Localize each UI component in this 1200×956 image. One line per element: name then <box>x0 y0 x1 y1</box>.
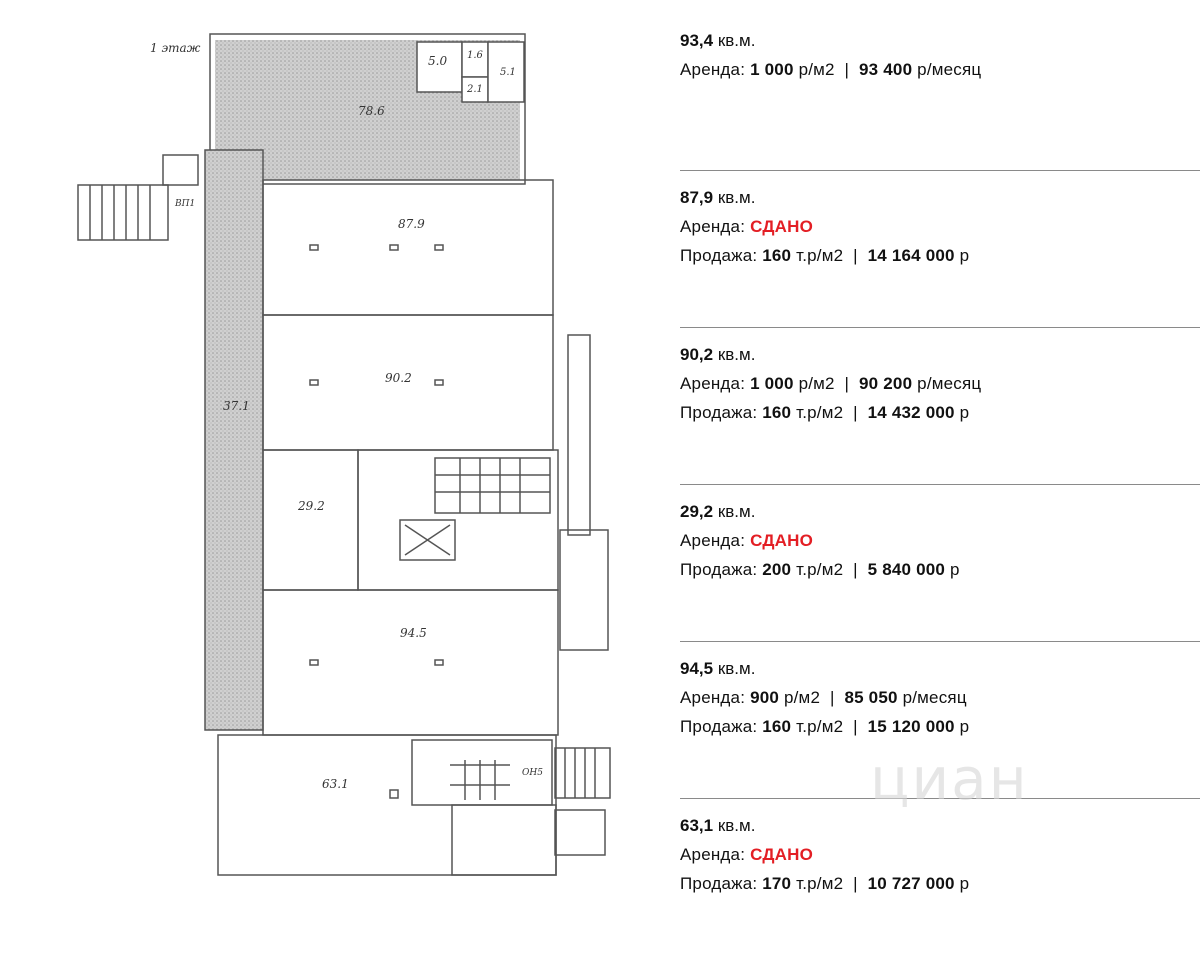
listings-panel <box>680 14 1200 956</box>
area-unit: кв.м. <box>717 345 756 364</box>
sale-line <box>680 555 1200 584</box>
room-label: 37.1 <box>223 399 250 413</box>
sale-rate: 200 <box>762 560 792 579</box>
area-value: 87,9 <box>680 188 714 207</box>
rent-status-badge: СДАНО <box>750 217 814 236</box>
sale-total: 14 164 000 <box>867 246 955 265</box>
separator: | <box>853 717 858 736</box>
sale-rate-unit: т.р/м2 <box>796 403 844 422</box>
rent-line <box>680 369 1200 398</box>
room-label: 5.1 <box>500 67 516 78</box>
sale-label: Продажа: <box>680 246 758 265</box>
sale-label: Продажа: <box>680 403 758 422</box>
rent-label: Аренда: <box>680 688 746 707</box>
room-label: 78.6 <box>358 104 385 118</box>
listing-card <box>680 26 1200 171</box>
room-label: 1.6 <box>467 50 483 61</box>
area-line <box>680 811 1200 840</box>
rent-line <box>680 55 1200 84</box>
divider <box>680 170 1200 171</box>
rent-label: Аренда: <box>680 60 746 79</box>
rent-rate: 900 <box>750 688 780 707</box>
area-unit: кв.м. <box>717 31 756 50</box>
area-line <box>680 497 1200 526</box>
divider <box>680 484 1200 485</box>
sale-line <box>680 712 1200 741</box>
sale-line <box>680 241 1200 270</box>
room-label: 90.2 <box>385 371 412 385</box>
rent-label: Аренда: <box>680 217 746 236</box>
plan-tag: ВП1 <box>175 199 196 209</box>
separator: | <box>853 874 858 893</box>
rent-status-badge: СДАНО <box>750 531 814 550</box>
rent-rate: 1 000 <box>750 60 794 79</box>
sale-rate-unit: т.р/м2 <box>796 874 844 893</box>
separator: | <box>853 403 858 422</box>
sale-rate-unit: т.р/м2 <box>796 560 844 579</box>
sale-total: 14 432 000 <box>867 403 955 422</box>
area-value: 90,2 <box>680 345 714 364</box>
sale-label: Продажа: <box>680 874 758 893</box>
area-unit: кв.м. <box>717 188 756 207</box>
sale-rate: 160 <box>762 717 792 736</box>
listing-card <box>680 497 1200 642</box>
rent-monthly: 85 050 <box>844 688 898 707</box>
area-line <box>680 654 1200 683</box>
floor-plan-drawing <box>60 20 620 880</box>
sale-label: Продажа: <box>680 717 758 736</box>
listing-card <box>680 811 1200 956</box>
area-unit: кв.м. <box>717 502 756 521</box>
separator: | <box>829 688 835 707</box>
rent-monthly: 90 200 <box>859 374 913 393</box>
sale-rate-unit: т.р/м2 <box>796 717 844 736</box>
separator: | <box>844 374 850 393</box>
area-value: 63,1 <box>680 816 714 835</box>
area-line <box>680 183 1200 212</box>
sale-line <box>680 869 1200 898</box>
area-value: 94,5 <box>680 659 714 678</box>
rent-rate-unit: р/м2 <box>798 60 835 79</box>
area-unit: кв.м. <box>717 659 756 678</box>
unit-outline-87-9 <box>263 180 553 315</box>
watermark-logo: циан <box>870 745 1029 813</box>
rent-rate-unit: р/м2 <box>798 374 835 393</box>
sale-label: Продажа: <box>680 560 758 579</box>
unit-outline-29-2 <box>263 450 358 590</box>
plan-tag: ОН5 <box>522 768 543 778</box>
listing-card <box>680 183 1200 328</box>
rent-monthly-unit: р/месяц <box>902 688 967 707</box>
sale-rate: 160 <box>762 403 792 422</box>
room-label: 87.9 <box>398 217 425 231</box>
rent-monthly-unit: р/месяц <box>917 60 982 79</box>
sale-total: 5 840 000 <box>867 560 946 579</box>
area-value: 29,2 <box>680 502 714 521</box>
listing-card <box>680 340 1200 485</box>
room-label: 5.0 <box>428 54 448 68</box>
sale-line <box>680 398 1200 427</box>
sale-total: 10 727 000 <box>867 874 955 893</box>
sale-total-unit: р <box>950 560 960 579</box>
divider <box>680 641 1200 642</box>
sale-rate: 170 <box>762 874 792 893</box>
sale-total-unit: р <box>959 874 970 893</box>
area-line <box>680 26 1200 55</box>
rent-rate: 1 000 <box>750 374 794 393</box>
separator: | <box>853 246 858 265</box>
floor-plan <box>60 20 620 880</box>
rent-label: Аренда: <box>680 374 746 393</box>
sale-total: 15 120 000 <box>867 717 955 736</box>
rent-label: Аренда: <box>680 531 746 550</box>
sale-total-unit: р <box>959 717 970 736</box>
room-label: 2.1 <box>467 84 483 95</box>
rent-monthly-unit: р/месяц <box>917 374 982 393</box>
separator: | <box>844 60 850 79</box>
rent-line <box>680 212 1200 241</box>
unit-outline-94-5 <box>263 590 558 735</box>
room-label: 94.5 <box>400 626 427 640</box>
sale-total-unit: р <box>959 246 970 265</box>
sale-rate: 160 <box>762 246 792 265</box>
divider <box>680 327 1200 328</box>
rent-line <box>680 683 1200 712</box>
rent-monthly: 93 400 <box>859 60 913 79</box>
rent-line <box>680 526 1200 555</box>
room-label: 63.1 <box>322 777 349 791</box>
area-line <box>680 340 1200 369</box>
floor-label: 1 этаж <box>150 41 201 55</box>
separator: | <box>853 560 858 579</box>
sale-rate-unit: т.р/м2 <box>796 246 844 265</box>
area-value: 93,4 <box>680 31 714 50</box>
sale-total-unit: р <box>959 403 970 422</box>
rent-label: Аренда: <box>680 845 746 864</box>
rent-line <box>680 840 1200 869</box>
room-label: 29.2 <box>298 499 325 513</box>
area-unit: кв.м. <box>717 816 756 835</box>
rent-rate-unit: р/м2 <box>783 688 821 707</box>
rent-status-badge: СДАНО <box>750 845 814 864</box>
